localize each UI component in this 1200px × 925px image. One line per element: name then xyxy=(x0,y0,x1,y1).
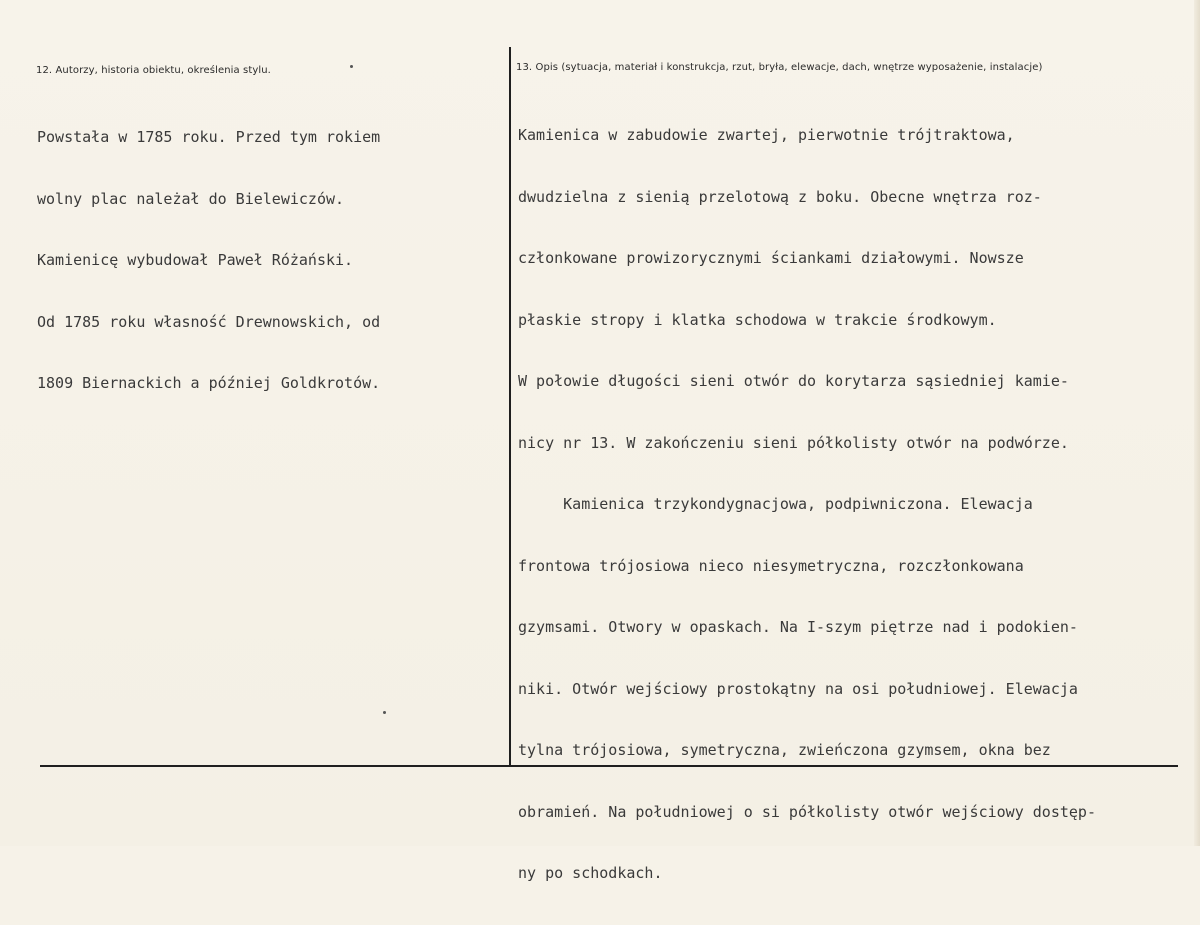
section-13-label: 13. Opis (sytuacja, materiał i konstrukcja, rzut, bryła, elewacje, dach, wnętrze wyposażenie, instalacje) xyxy=(516,62,1043,73)
description-line: W połowie długości sieni otwór do korytarza sąsiedniej kamie- xyxy=(518,372,1069,390)
ink-speck xyxy=(383,711,386,714)
description-line: nicy nr 13. W zakończeniu sieni półkolisty otwór na podwórze. xyxy=(518,433,1069,452)
history-line: Kamienicę wybudował Paweł Różański. xyxy=(37,251,354,269)
description-line: Kamienica w zabudowie zwartej, pierwotnie trójtraktowa, xyxy=(518,126,1015,144)
vertical-divider xyxy=(509,47,511,767)
history-line: wolny plac należał do Bielewiczów. xyxy=(37,189,345,208)
description-line: niki. Otwór wejściowy prostokątny na osi południowej. Elewacja xyxy=(518,679,1078,698)
description-line: gzymsami. Otwory w opaskach. Na I-szym piętrze nad i podokien- xyxy=(518,618,1078,636)
description-line: płaskie stropy i klatka schodowa w trakcie środkowym. xyxy=(518,310,997,329)
description-line: frontowa trójosiowa nieco niesymetryczna, rozczłonkowana xyxy=(518,556,1024,575)
description-line: ny po schodkach. xyxy=(518,864,663,882)
ink-speck xyxy=(350,65,353,68)
history-line: Od 1785 roku własność Drewnowskich, od xyxy=(37,312,381,331)
card-edge xyxy=(1194,0,1200,846)
description-line: członkowane prowizorycznymi ściankami działowymi. Nowsze xyxy=(518,249,1024,267)
description-line: obramień. Na południowej o si półkolisty otwór wejściowy dostęp- xyxy=(518,802,1096,821)
description-line: dwudzielna z sienią przelotową z boku. Obecne wnętrza roz- xyxy=(518,187,1042,206)
description-text xyxy=(518,84,1096,925)
description-line: Kamienica trzykondygnacjowa, podpiwniczona. Elewacja xyxy=(518,495,1033,513)
history-line: Powstała w 1785 roku. Przed tym rokiem xyxy=(37,128,381,146)
section-12-label: 12. Autorzy, historia obiektu, określenia stylu. xyxy=(36,65,271,76)
description-line: tylna trójosiowa, symetryczna, zwieńczona gzymsem, okna bez xyxy=(518,741,1051,759)
history-text xyxy=(37,86,380,435)
history-line: 1809 Biernackich a później Goldkrotów. xyxy=(37,374,381,392)
